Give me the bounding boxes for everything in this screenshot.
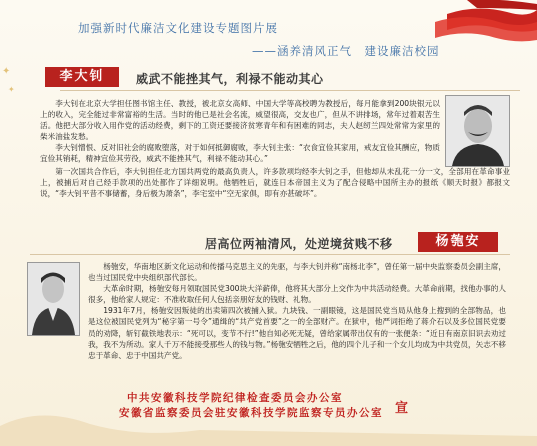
section2-divider bbox=[30, 254, 510, 255]
issuer-line-2: 安徽省监察委员会驻安徽科技学院监察专员办公室 bbox=[119, 407, 383, 419]
section1-divider bbox=[60, 90, 520, 91]
issuer-line-1: 中共安徽科技学院纪律检查委员会办公室 bbox=[127, 392, 343, 404]
section1-slogan: 威武不能挫其气，利禄不能动其心 bbox=[136, 72, 324, 86]
section1-paragraph: 第一次国共合作后，李大钊担任北方国共两党的最高负责人，许多款项均经李大钊之手，但他却从未乱花一分一文，全部用在革命事业上，被捕后对自己经手款项的出处都作了详细说明。他牺牲后，就连日本帝国主义为了配合侵略中国所主办的报纸《顺天时报》都报文说，“李大钊平昔不事储蓄，身后极为萧条”，李宅室中“空无家俱，即有亦甚破坏”。 bbox=[40, 167, 510, 199]
section1-text-part1 bbox=[40, 98, 440, 165]
red-flag-decoration bbox=[427, 0, 537, 45]
section2-paragraph: 1931年7月，杨匏安因叛徒的出卖第四次被捕入狱。九块钱、一副眼镜，这是国民党当局从他身上搜到的全部物品，也是这位被国民党列为“秘字第一号令”通缉的“共产党首要”之一的全部财产。在狱中，他严词拒绝了蒋介石以及多位国民党要员的劝降，斩钉截铁地表示：“死可以，变节不行!”他自知必死无疑，曾给家属带出仅有的一张便条：“近日有南京旧识去劝过我，我不为所动。家人千万不能接受那些人的钱与物。”杨匏安牺牲之后，他的四个儿子和一个女儿均成为中共党员，矢志不移忠于革命、忠于中国共产党。 bbox=[88, 306, 506, 360]
section2-paragraph: 杨匏安，华南地区新文化运动和传播马克思主义的先驱，与李大钊并称“南杨北李”，曾任第一届中央监察委员会副主席，也当过国民党中央组织部代部长。 bbox=[88, 262, 506, 283]
section2-slogan: 居高位两袖清风，处逆境贫贱不移 bbox=[205, 237, 393, 251]
exhibition-subtitle: ——涵养清风正气 建设廉洁校园 bbox=[252, 44, 440, 58]
section1-text-part2 bbox=[40, 166, 510, 199]
name-label-li-dazhao: 李大钊 bbox=[45, 67, 119, 87]
section2-text bbox=[88, 261, 506, 361]
section2-paragraph: 大革命时期，杨匏安每月领取国民党300块大洋薪俸，他将其大部分上交作为中共活动经费。大革命前期，找他办事的人很多，他给家人规定：不准收取任何人包括亲朋好友的钱财、礼物。 bbox=[88, 284, 506, 305]
section1-paragraph: 李大钊憎恨、反对旧社会的腐败堕落，对于如何抵御腐败，李大钊主张：“衣食宜俭其家用，戒友宜俭其酬应，物质宜俭其销耗，精神宜俭其劳役，威武不能挫其气，利禄不能动其心。” bbox=[40, 143, 440, 164]
section1-paragraph: 李大钊在北京大学担任图书馆主任、教授，被北京女高师、中国大学等高校聘为教授后，每月能拿到200块银元以上的收入，完全能过非常富裕的生活。当时的他已是社会名流，威望很高，交友也广，但从不讲排场，常年过着艰苦生活。他把大部分收入用作党的活动经费，剩下的工资还要接济贫寒青年和有困难的同志，夫人赵纫兰四处常常为家里的柴米油盐发愁。 bbox=[40, 99, 440, 142]
svg-text:✦: ✦ bbox=[8, 85, 15, 94]
stars-decoration bbox=[0, 60, 22, 100]
svg-text:✦: ✦ bbox=[2, 66, 11, 77]
portrait-li-dazhao bbox=[445, 95, 510, 167]
xuan-stamp: 宣 bbox=[395, 401, 409, 416]
portrait-yang-paoan bbox=[27, 262, 80, 336]
name-label-yang-paoan: 杨匏安 bbox=[418, 232, 498, 252]
exhibition-title: 加强新时代廉洁文化建设专题图片展 bbox=[78, 21, 278, 35]
